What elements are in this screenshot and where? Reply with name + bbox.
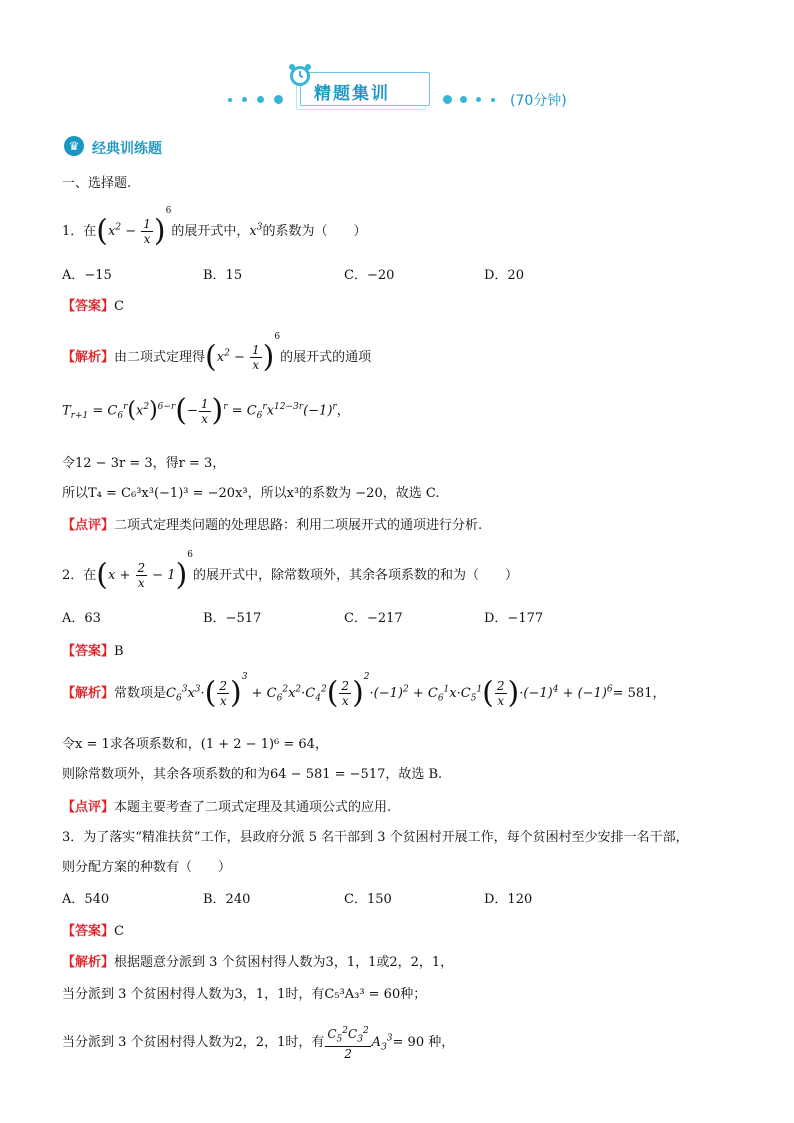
header-time: (70分钟) [510,93,567,109]
q1-analysis-4: 所以T₄ = C₆³x³(−1)³ = −20x³，所以x³的系数为 −20，故选 C. [62,486,440,501]
answer-tag: 【答案】 [62,644,115,659]
comment-text: 二项式定理类问题的处理思路：利用二项展开式的通项进行分析. [114,518,483,533]
q2-stem: 2．在(x + $\frac{2}{x}$ − 1)$^6$的展开式中，除常数项外，其余各项系数的和为（ ） [62,550,519,593]
header-title: 精题集训 [314,84,390,104]
q2-stem-text: 的展开式中，除常数项外，其余各项系数的和为（ ） [193,568,519,583]
q1-option-a: A．−15 [62,268,112,283]
analysis-text: 根据题意分派到 3 个贫困村得人数为3，1，1或2，2，1， [114,955,454,970]
q2-option-a: A．63 [62,611,101,626]
q3-stem-line1: 3．为了落实“精准扶贫”工作，县政府分派 5 名干部到 3 个贫困村开展工作，每个贫困村至少安排一名干部， [62,830,689,845]
analysis-text: 的展开式的通项 [280,350,372,365]
analysis-tag: 【解析】 [62,350,115,365]
alarm-clock-icon [287,62,313,88]
q2-answer [62,640,124,659]
q1-stem-end: 的系数为（ ） [262,224,367,239]
q2-option-d: D．−177 [484,611,544,626]
answer-value: C [114,924,124,939]
q3-analysis-3: 当分派到 3 个贫困村得人数为2，2，1时，有 $\frac{C_5^2C_3^2}{2}$ $A_3^3= 90$ 种， [62,1026,455,1062]
section-title: 经典训练题 [92,141,162,157]
q1-stem-text: 的展开式中， [171,224,250,239]
analysis-text: 常数项是 [114,686,167,701]
q2-analysis-1: 【解析】常数项是$C_6^3x^3\cdot$( $\frac{2}{x}$ )$^3 + C_6^2x^2\cdot C_4^2$( $\frac{2}{x}$ )$^2\cdot(-1)^2 + C_6^1x\cdot C_5^1$( $\frac{2}{x}$ )$\cdot(-1)^4 + (-1)^6= 581$， [62,672,666,711]
q3-analysis-1 [62,951,453,970]
analysis-text: 由二项式定理得 [114,350,206,365]
q3-option-c: C．150 [344,892,392,907]
comment-text: 本题主要考查了二项式定理及其通项公式的应用. [114,800,392,815]
q1-option-c: C．−20 [344,268,395,283]
analysis-tag: 【解析】 [62,686,115,701]
q3-analysis-2: 当分派到 3 个贫困村得人数为3，1，1时，有C₅³A₃³ = 60种； [62,987,427,1002]
q1-option-d: D．20 [484,268,524,283]
analysis-text: = 90 种， [392,1035,455,1051]
q3-stem-line2: 则分配方案的种数有（ ） [62,860,232,875]
comment-tag: 【点评】 [62,800,115,815]
q3-option-d: D．120 [484,892,533,907]
q1-stem: 1．在($x^2$ − $\frac{1}{x}$ )$^6$的展开式中，$x^3$的系数为（ ） [62,206,367,249]
answer-value: C [114,299,124,314]
q2-option-b: B．−517 [203,611,262,626]
answer-tag: 【答案】 [62,299,115,314]
answer-tag: 【答案】 [62,924,115,939]
part-label: 一、选择题. [62,176,132,191]
analysis-text: = 581， [612,686,666,701]
answer-value: B [114,644,124,659]
q2-analysis-3: 则除常数项外，其余各项系数的和为64 − 581 = −517，故选 B. [62,767,443,782]
analysis-tag: 【解析】 [62,955,115,970]
q1-comment [62,514,482,533]
q1-analysis-3: 令12 − 3r = 3，得r = 3， [62,456,226,471]
q1-analysis-1: 【解析】由二项式定理得($x^2$ − $\frac{1}{x}$ )$^6$的展开式的通项 [62,332,372,375]
q1-answer [62,295,124,314]
q3-option-b: B．240 [203,892,251,907]
analysis-text: 当分派到 3 个贫困村得人数为2，2，1时，有 [62,1035,325,1051]
q3-option-a: A．540 [62,892,110,907]
q1-general-term: $T_{r+1} = C_6^r(x^2)^{6-r}(-$ $\frac{1}{x}$ )$^r = C_6^rx^{12-3r}(-1)^r$， [62,393,350,428]
q2-analysis-2: 令x = 1求各项系数和，(1 + 2 − 1)⁶ = 64， [62,737,328,752]
q1-option-b: B．15 [203,268,243,283]
q2-option-c: C．−217 [344,611,403,626]
q2-number: 2．在 [62,568,97,583]
trophy-icon: ♛ [64,136,84,156]
q3-answer [62,920,124,939]
comment-tag: 【点评】 [62,518,115,533]
q1-number: 1．在 [62,224,97,239]
q2-comment [62,796,391,815]
